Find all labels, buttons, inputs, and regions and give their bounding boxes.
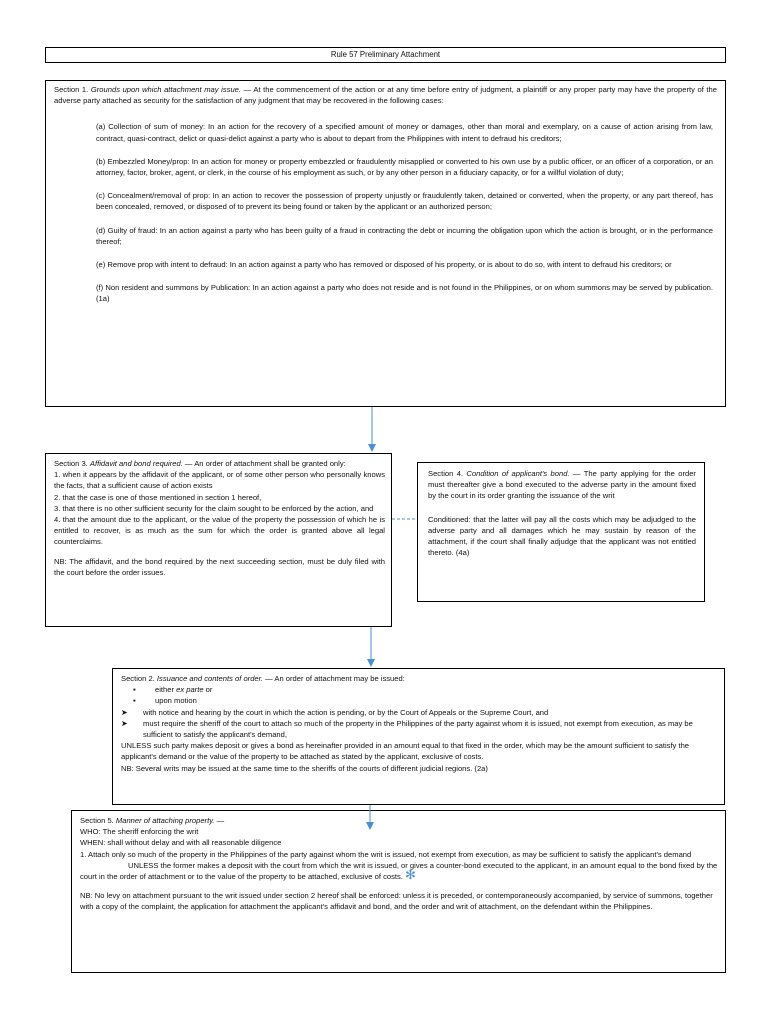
section-1-item-a: (a) Collection of sum of money: In an action for the recovery of a specified amount of money or damages, other than moral and exemplary, on a cause of action arising from law, contract, quasi-contract, delict or quasi-delict against a party who is about to depart from the Philippines with intent to defraud his creditors; (96, 122, 713, 143)
section-5-heading: Section 5. (80, 816, 114, 825)
section-1-box (45, 80, 726, 407)
section-1-intro-text: — At the commencement of the action or at any time before entry of judgment, a plaintiff or any proper party may have the property of the adverse party attached as security for the satisfaction of any judgment that may be recovered in the following cases: (54, 85, 717, 106)
section-2-intro (121, 673, 718, 684)
section-5-box (71, 810, 726, 973)
section-2-arrow-2: ➤ must require the sheriff of the court to attach so much of the property in the Philippines of the party against whom it is issued, not exempt from execution, as may be sufficient to satisfy the applicant's demand, (121, 718, 693, 740)
section-5-unless: UNLESS the former makes a deposit with the court from which the writ is issued, or gives a counter-bond executed to the applicant, in an amount equal to the bond fixed by the court in the order of attachment or to the value of the property to be attached, exclusive of costs. ✻ (80, 860, 718, 883)
section-2-box (112, 668, 725, 805)
section-1-item-d: (d) Guilty of fraud: In an action against a party who has been guilty of a fraud in contracting the debt or incurring the obligation upon which the action is brought, or in the performance thereof; (96, 225, 713, 246)
section-1-item-e: (e) Remove prop with intent to defraud: In an action against a party who has removed or disposed of his property, or is about to do so, with intent to defraud his creditors; or (96, 260, 672, 270)
section-4-box (417, 462, 705, 602)
section-3-heading: Section 3. (54, 459, 88, 468)
section-2-arrow-1: ➤ with notice and hearing by the court in which the action is pending, or by the Court of Appeals or the Supreme Court, and (121, 707, 549, 717)
section-3-intro-text: — An order of attachment shall be granted only: (182, 459, 346, 468)
section-1-item-c: (c) Concealment/removal of prop: In an action to recover the possession of property unjustly or fraudulently taken, detained or converted, when the property, or any part thereof, has been concealed, removed, or disposed of to prevent its being found or taken by the applicant or an authorized person; (96, 191, 713, 212)
section-1-item-b: (b) Embezzled Money/prop: In an action for money or property embezzled or fraudulently misapplied or converted to his own use by a public officer, or an officer of a corporation, or an attorney, factor, broker, agent, or clerk, in the course of his employment as such, or by any other person in a fiduciary capacity, or for a willful violation of duty; (96, 156, 713, 178)
section-4-intro-text: — The party applying for the order must thereafter give a bond executed to the adverse party in the amount fixed by the court in its order granting the issuance of the writ (428, 469, 696, 501)
section-5-who: WHO: The sheriff enforcing the writ (80, 827, 199, 837)
section-5-item-1: 1. Attach only so much of the property in the Philippines of the party against whom the writ is issued, not exempt from execution, as may be sufficient to satisfy the applicant's demand (80, 849, 692, 859)
arrow-bullet-icon: ➤ (121, 718, 128, 728)
section-3-item-2: 2. that the case is one of those mentioned in section 1 hereof, (54, 492, 262, 502)
page-title: Rule 57 Preliminary Attachment (330, 50, 441, 59)
section-1-item-f: (f) Non resident and summons by Publication: In an action against a party who does not reside and is not found in the Philippines, or on whom summons may be served by publication. (1a) (96, 283, 713, 304)
section-5-heading-italic: Manner of attaching property. (115, 816, 215, 825)
section-1-intro (54, 84, 717, 106)
section-2-bullet-1: ▪ either ex parte or (133, 685, 213, 695)
section-4-heading: Section 4. (428, 469, 464, 478)
section-3-nb: NB: The affidavit, and the bond required by the next succeeding section, must be duly filed with the court before the order issues. (54, 556, 385, 577)
section-3-item-3: 3. that there is no other sufficient security for the claim sought to be enforced by the action, and (54, 503, 374, 513)
section-3-heading-italic: Affidavit and bond required. (89, 459, 183, 468)
section-5-when: WHEN: shall without delay and with all reasonable diligence (80, 838, 282, 848)
title-box (45, 47, 726, 63)
section-1-heading: Section 1. (54, 85, 89, 94)
section-3-intro (54, 458, 385, 469)
section-4-intro (428, 468, 696, 502)
section-3-item-4: 4. that the amount due to the applicant, or the value of the property the possession of which he is entitled to recover, is as much as the sum for which the order is granted above all legal counterclaims. (54, 515, 385, 547)
section-1-heading-italic: Grounds upon which attachment may issue. (90, 85, 242, 94)
section-2-bullet-2: ▪ upon motion (133, 696, 197, 706)
section-2-unless: UNLESS such party makes deposit or gives a bond as hereinafter provided in an amount equal to that fixed in the order, which may be the amount sufficient to satisfy the applicant's demand or the value of the property to be attached as stated by the applicant, exclusive of costs. (121, 741, 690, 762)
section-3-item-1: 1. when it appears by the affidavit of the applicant, or of some other person who personally knows the facts, that a sufficient cause of action exists (54, 470, 385, 491)
section-3-box (45, 453, 392, 627)
asterisk-icon: ✻ (405, 867, 416, 883)
section-2-heading-italic: Issuance and contents of order. (156, 674, 264, 683)
section-2-nb: NB: Several writs may be issued at the same time to the sheriffs of the courts of different judicial regions. (2a) (121, 763, 488, 773)
section-2-intro-text: — An order of attachment may be issued: (263, 674, 405, 683)
section-2-heading: Section 2. (121, 674, 155, 683)
section-4-heading-italic: Condition of applicant's bond. (466, 469, 570, 478)
arrow-bullet-icon: ➤ (121, 707, 128, 717)
section-5-heading-line: Section 5. Manner of attaching property. — (80, 816, 225, 825)
section-5-nb: NB: No levy on attachment pursuant to the writ issued under section 2 hereof shall be enforced: unless it is preceded, or contemporaneously accompanied, by service of summons, together with a copy of the complaint, the application for attachment the applicant's affidavit and bond, and the order and writ of attachment, on the defendant within the Philippines. (80, 891, 713, 912)
section-4-condition: Conditioned: that the latter will pay all the costs which may be adjudged to the adverse party and all damages which he may sustain by reason of the attachment, if the court shall finally adjudge that the applicant was not entitled thereto. (4a) (428, 514, 696, 558)
